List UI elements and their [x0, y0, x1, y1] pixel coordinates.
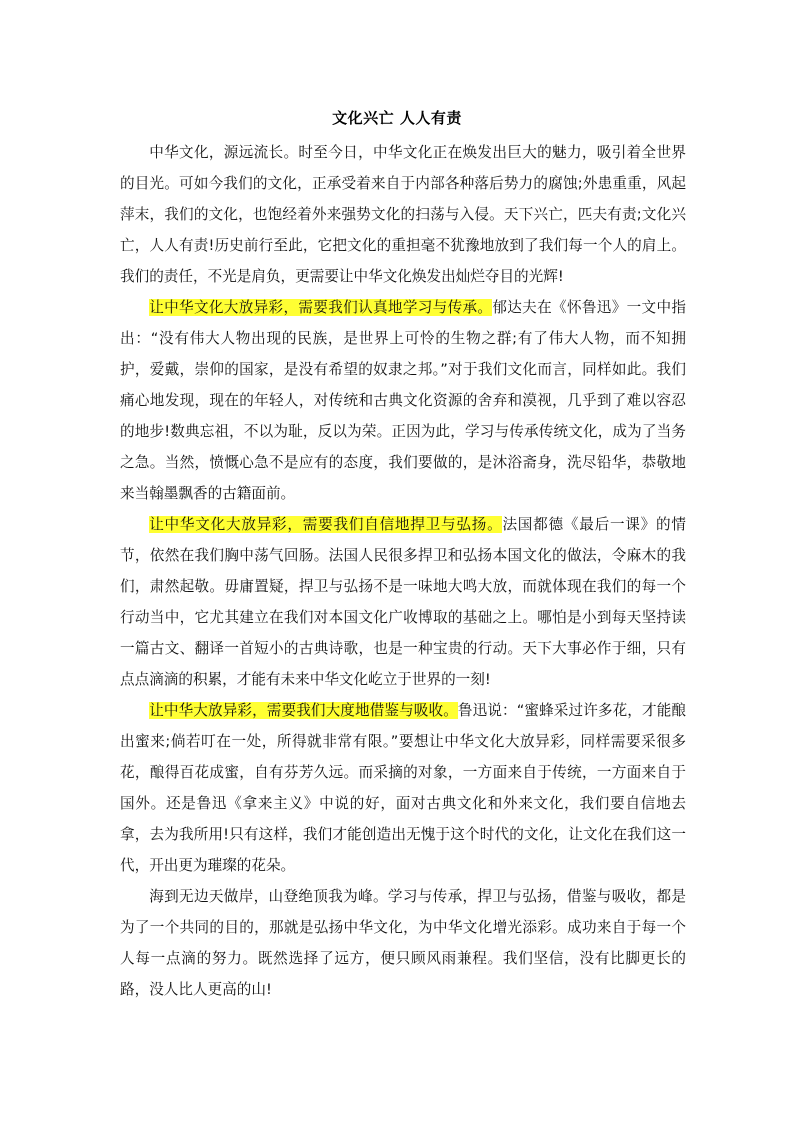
paragraph-2-text: 郁达夫在《怀鲁迅》一文中指出：“没有伟大人物出现的民族，是世界上可怜的生物之群;有了伟大人物，而不知拥护，爱戴，崇仰的国家，是没有希望的奴隶之邦。”对于我们文化而言，同样如此。我们痛心地发现，现在的年轻人，对传统和古典文化资源的舍弃和漠视，几乎到了难以容忍的地步!数典忘祖，不以为耻，反以为荣。正因为此，学习与传承传统文化，成为了当务之急。当然，愤慨心急不是应有的态度，我们要做的，是沐浴斋身，洗尽铅华，恭敬地来当翰墨飘香的古籍面前。 [120, 299, 686, 502]
paragraph-5 [120, 881, 686, 1005]
paragraph-4-text: 鲁迅说：“蜜蜂采过许多花，才能酿出蜜来;倘若叮在一处，所得就非常有限。”要想让中华文化大放异彩，同样需要采很多花，酿得百花成蜜，自有芬芳久远。而采摘的对象，一方面来自于传统，一方面来自于国外。还是鲁迅《拿来主义》中说的好，面对古典文化和外来文化，我们要自信地去拿，去为我所用!只有这样，我们才能创造出无愧于这个时代的文化，让文化在我们这一代，开出更为璀璨的花朵。 [120, 702, 686, 874]
paragraph-3-highlight: 让中华文化大放异彩，需要我们自信地捍卫与弘扬。 [149, 516, 503, 533]
paragraph-5-text: 海到无边天做岸，山登绝顶我为峰。学习与传承，捍卫与弘扬，借鉴与吸收，都是为了一个共同的目的，那就是弘扬中华文化，为中华文化增光添彩。成功来自于每一个人每一点滴的努力。既然选择了远方，便只顾风雨兼程。我们坚信，没有比脚更长的路，没人比人更高的山! [120, 888, 686, 998]
paragraph-4-highlight: 让中华大放异彩，需要我们大度地借鉴与吸收。 [149, 702, 458, 719]
paragraph-4 [120, 695, 686, 881]
paragraph-3-text: 法国都德《最后一课》的情节，依然在我们胸中荡气回肠。法国人民很多捍卫和弘扬本国文化的做法，令麻木的我们，肃然起敬。毋庸置疑，捍卫与弘扬不是一味地大鸣大放，而就体现在我们的每一个行动当中，它尤其建立在我们对本国文化广收博取的基础之上。哪怕是小到每天坚持读一篇古文、翻译一首短小的古典诗歌，也是一种宝贵的行动。天下大事必作于细，只有点点滴滴的积累，才能有未来中华文化屹立于世界的一刻! [120, 516, 686, 688]
paragraph-1 [120, 137, 686, 292]
document-title: 文化兴亡 人人有责 [332, 109, 462, 127]
paragraph-1-text: 中华文化，源远流长。时至今日，中华文化正在焕发出巨大的魅力，吸引着全世界的目光。可如今我们的文化，正承受着来自于内部各种落后势力的腐蚀;外患重重，风起萍末，我们的文化，也饱经着外来强势文化的扫荡与入侵。天下兴亡，匹夫有责;文化兴亡，人人有责!历史前行至此，它把文化的重担毫不犹豫地放到了我们每一个人的肩上。我们的责任，不光是肩负，更需要让中华文化焕发出灿烂夺目的光辉! [120, 144, 686, 285]
paragraph-2 [120, 292, 686, 509]
paragraph-2-highlight: 让中华文化大放异彩，需要我们认真地学习与传承。 [149, 299, 493, 316]
paragraph-3 [120, 509, 686, 695]
document-body [120, 137, 686, 1005]
